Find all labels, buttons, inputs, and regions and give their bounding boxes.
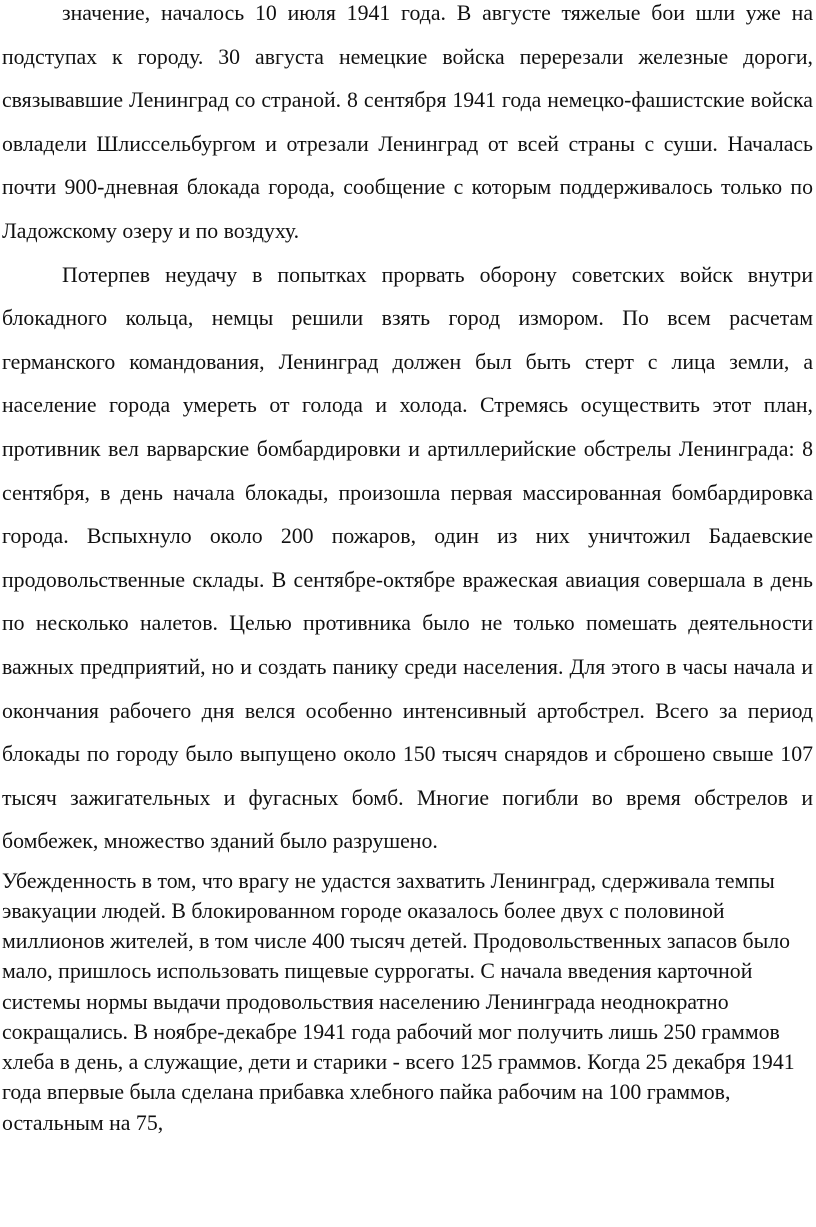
paragraph-bombardment: Потерпев неудачу в попытках прорвать оборону советских войск внутри блокадного кольца, немцы решили взять город измором. По всем расчетам германского командования, Ленинград должен был быть стерт с лица земли, а население города умереть от голода и холода. Стремясь осуществить этот план, противник вел варварские бомбардировки и артиллерийские обстрелы Ленинграда: 8 сентября, в день начала блокады, произошла первая массированная бомбардировка города. Вспыхнуло около 200 пожаров, один из них уничтожил Бадаевские продовольственные склады. В сентябре-октябре вражеская авиация совершала в день по несколько налетов. Целью противника было не только помешать деятельности важных предприятий, но и создать панику среди населения. Для этого в часы начала и окончания рабочего дня велся особенно интенсивный артобстрел. Всего за период блокады по городу было выпущено около 150 тысяч снарядов и сброшено свыше 107 тысяч зажигательных и фугасных бомб. Многие погибли во время обстрелов и бомбежек, множество зданий было разрушено.: [2, 262, 813, 854]
paragraph-evacuation-rations: Убежденность в том, что врагу не удастся захватить Ленинград, сдерживала темпы эвакуации людей. В блокированном городе оказалось более двух с половиной миллионов жителей, в том числе 400 тысяч детей. Продовольственных запасов было мало, пришлось использовать пищевые суррогаты. С начала введения карточной системы нормы выдачи продовольствия населению Ленинграда неоднократно сокращались. В ноябре-декабре 1941 года рабочий мог получить лишь 250 граммов хлеба в день, а служащие, дети и старики - всего 125 граммов. Когда 25 декабря 1941 года впервые была сделана прибавка хлебного пайка рабочим на 100 граммов, остальным на 75,: [2, 868, 795, 1135]
paragraph-blockade-start: значение, началось 10 июля 1941 года. В августе тяжелые бои шли уже на подступах к городу. 30 августа немецкие войска перерезали железные дороги, связывавшие Ленинград со страной. 8 сентября 1941 года немецко-фашистские войска овладели Шлиссельбургом и отрезали Ленинград от всей страны с суши. Началась почти 900-дневная блокада города, сообщение с которым поддерживалось только по Ладожскому озеру и по воздуху.: [2, 1, 813, 243]
